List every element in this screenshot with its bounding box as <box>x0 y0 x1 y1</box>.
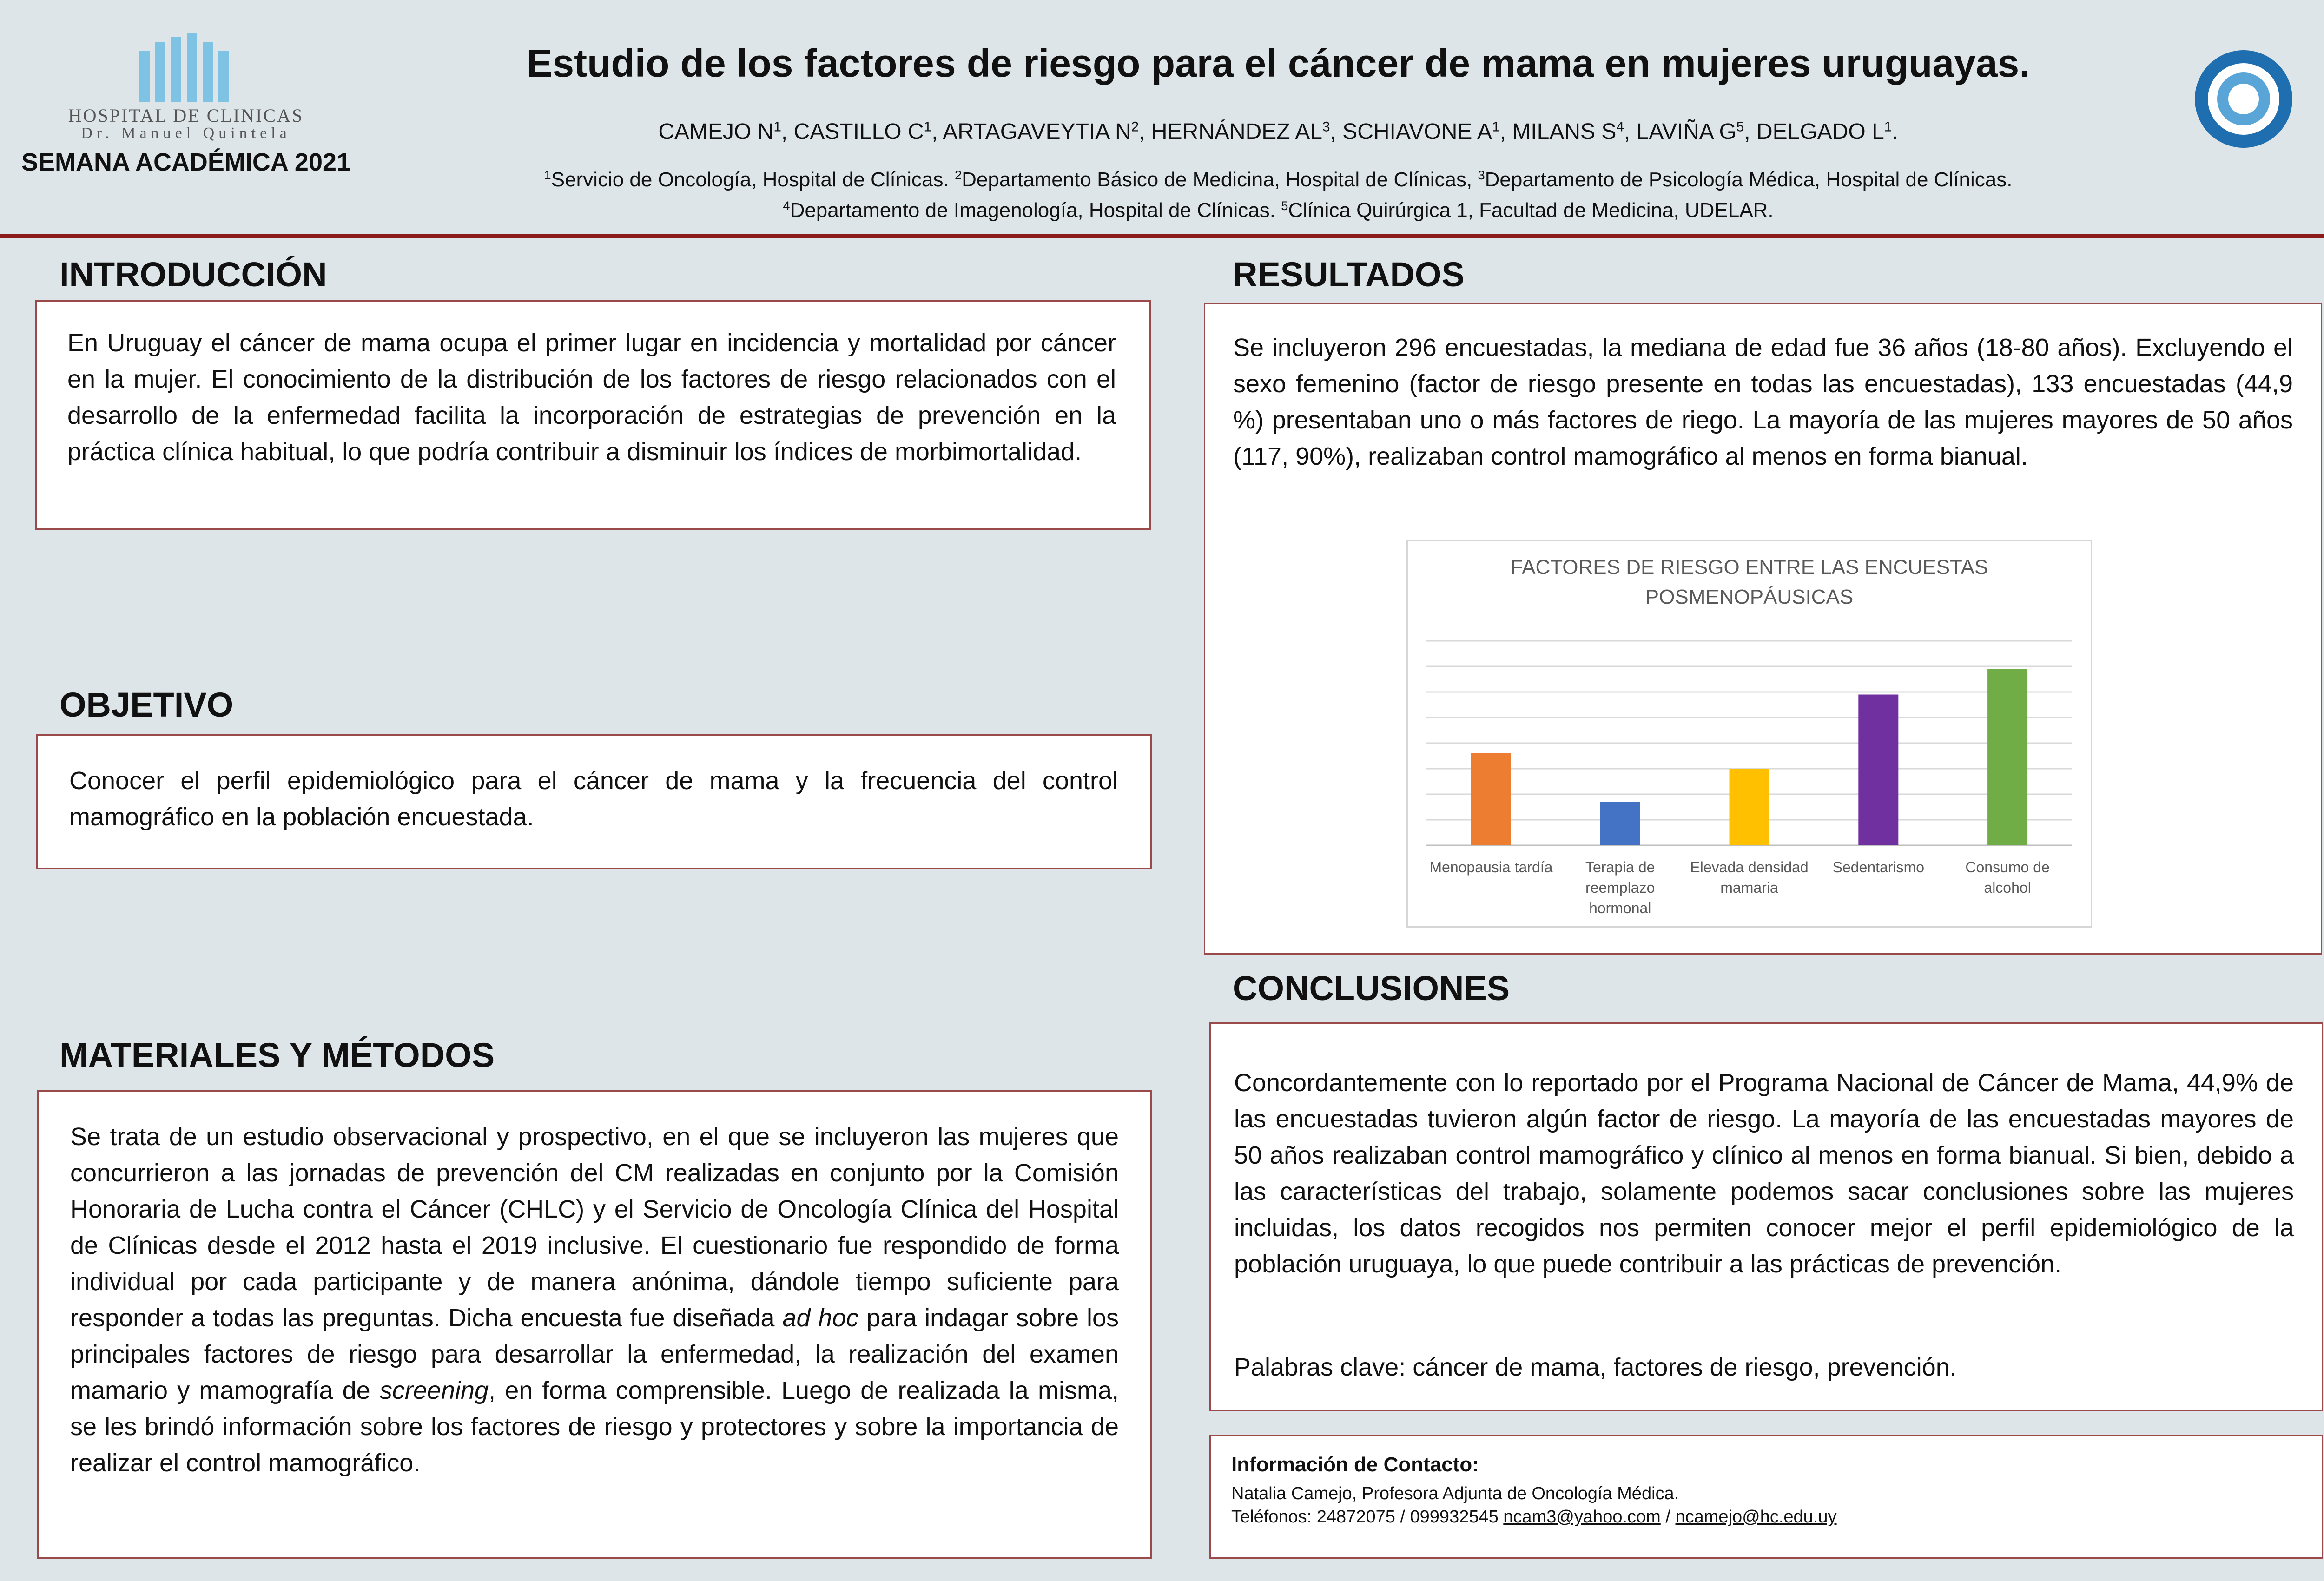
chart-bar <box>1987 669 2027 846</box>
chart-bar <box>1600 802 1640 846</box>
author-affiliation-sup: 5 <box>1736 119 1744 135</box>
chart-bar <box>1471 753 1511 845</box>
section-heading-introduccion: INTRODUCCIÓN <box>59 255 327 294</box>
materiales-text: Se trata de un estudio observacional y prospectivo, en el que se incluyeron las mujeres que concurrieron a las jornadas de prevención del CM realizadas en conjunto por la Comisión Honoraria de Lucha contra el Cáncer (CHLC) y el Servicio de Oncología Clínica del Hospital de Clínicas desde el 2012 hasta el 2019 inclusive. El cuestionario fue respondido de forma individual por cada participante y de manera anónima, dándole tiempo suficiente para responder a todas las preguntas. Dicha encuesta fue diseñada ad hoc para indagar sobre los principales factores de riesgo para desarrollar la enfermedad, la realización del examen mamario y mamografía de screening, en forma comprensible. Luego de realizada la misma, se les brindó información sobre los factores de riesgo y protectores y sobre la importancia de realizar el control mamográfico. <box>70 1123 1119 1477</box>
hospital-logo <box>65 33 307 144</box>
author-name: DELGADO L <box>1756 119 1884 144</box>
conclusiones-box <box>1209 1022 2323 1411</box>
resultados-text: Se incluyeron 296 encuestadas, la mediana de edad fue 36 años (18-80 años). Excluyendo el sexo femenino (factor de riesgo presente en todas las encuestadas), 133 encuestadas (44,9 %) presentaban uno o más factores de riego. La mayoría de las mujeres mayores de 50 años (117, 90%), realizaban control mamográfico al menos en forma bianual. <box>1233 334 2293 470</box>
hospital-name: HOSPITAL DE CLINICAS <box>68 105 304 126</box>
affiliation-text: Departamento de Psicología Médica, Hospital de Clínicas. <box>1485 168 2013 191</box>
chart-category-label: Terapia de <box>1585 859 1655 876</box>
chart-title-line: FACTORES DE RIESGO ENTRE LAS ENCUESTAS <box>1510 556 1988 579</box>
chart-category-label: hormonal <box>1589 900 1651 916</box>
author-name: SCHIAVONE A <box>1342 119 1492 144</box>
author-name: ARTAGAVEYTIA N <box>943 119 1131 144</box>
contact-name: Natalia Camejo, Profesora Adjunta de Oncología Médica. <box>1231 1484 1679 1503</box>
hospital-logo-bars-icon <box>139 33 232 102</box>
chart-category-label: Elevada densidad <box>1690 859 1809 876</box>
affiliation-sup: 3 <box>1478 168 1485 182</box>
chart-category-label: Sedentarismo <box>1832 859 1925 876</box>
author-affiliation-sup: 2 <box>1131 119 1139 135</box>
author-name: HERNÁNDEZ AL <box>1151 119 1322 144</box>
author-affiliation-sup: 1 <box>1884 119 1892 135</box>
oncology-seal-logo <box>2195 50 2292 148</box>
contact-phones: Teléfonos: 24872075 / 099932545 ncam3@yahoo.com / ncamejo@hc.edu.uy <box>1231 1507 1837 1527</box>
affiliation-sup: 1 <box>544 168 551 182</box>
keywords-text: Palabras clave: cáncer de mama, factores de riesgo, prevención. <box>1234 1353 1957 1381</box>
conclusiones-text: Concordantemente con lo reportado por el Programa Nacional de Cáncer de Mama, 44,9% de las encuestadas tuvieron algún factor de riesgo. La mayoría de las encuestadas mayores de 50 años realizaban control mamográfico y clínico al menos en forma bianual. Si bien, debido a las características del trabajo, solamente podemos sacar conclusiones sobre las mujeres incluidas, los datos recogidos nos permiten conocer mejor el perfil epidemiológico de la población uruguaya, lo que puede contribuir a las prácticas de prevención. <box>1234 1069 2294 1278</box>
chart-bar <box>1730 769 1769 845</box>
author-name: CAMEJO N <box>658 119 774 144</box>
section-heading-objetivo: OBJETIVO <box>59 685 234 724</box>
author-affiliation-sup: 4 <box>1616 119 1624 135</box>
contact-email-link-2[interactable]: ncamejo@hc.edu.uy <box>1675 1507 1837 1527</box>
affiliations-line-2 <box>372 199 2185 222</box>
chart-category-label: Consumo de <box>1965 859 2050 876</box>
affiliation-sup: 5 <box>1281 198 1288 213</box>
author-affiliation-sup: 3 <box>1322 119 1330 135</box>
affiliation-text: Departamento de Imagenología, Hospital de Clínicas. <box>790 199 1275 222</box>
chart-category-label: Menopausia tardía <box>1429 859 1553 876</box>
author-name: LAVIÑA G <box>1636 119 1736 144</box>
affiliations-line-1 <box>372 168 2185 191</box>
risk-factors-chart <box>1406 540 2092 928</box>
affiliation-text: Servicio de Oncología, Hospital de Clínicas. <box>551 168 949 191</box>
introduccion-text: En Uruguay el cáncer de mama ocupa el primer lugar en incidencia y mortalidad por cáncer en la mujer. El conocimiento de la distribución de los factores de riesgo relacionados con el desarrollo de la enfermedad facilita la incorporación de estrategias de prevención en la práctica clínica habitual, lo que podría contribuir a disminuir los índices de morbimortalidad. <box>67 329 1116 466</box>
chart-bar <box>1858 695 1898 846</box>
author-name: CASTILLO C <box>793 119 924 144</box>
affiliation-sup: 4 <box>783 198 790 213</box>
contact-email-link-1[interactable]: ncam3@yahoo.com <box>1503 1507 1661 1527</box>
header-divider <box>0 234 2324 238</box>
author-list: CAMEJO $N^1$, CASTILLO $C^1$, ARTAGAVEYTIA $N^2$, HERNÁNDEZ $AL^3$, SCHIAVONE $A^1$, MILANS $S^4$, LAVIÑA $G^5$, DELGADO $L^1$. <box>658 119 1898 144</box>
risk-factors-chart-svg <box>1408 541 2091 926</box>
chart-category-label: mamaria <box>1720 879 1778 896</box>
affiliation-text: Departamento Básico de Medicina, Hospital de Clínicas, <box>962 168 1472 191</box>
materiales-box <box>37 1090 1152 1559</box>
chart-category-label: alcohol <box>1984 879 2031 896</box>
contact-box <box>1209 1435 2323 1559</box>
author-affiliation-sup: 1 <box>773 119 781 135</box>
introduccion-box <box>35 300 1151 530</box>
affiliation-text: Clínica Quirúrgica 1, Facultad de Medicina, UDELAR. <box>1288 199 1774 222</box>
event-name: SEMANA ACADÉMICA 2021 <box>21 148 351 176</box>
chart-category-label: reemplazo <box>1585 879 1655 896</box>
hospital-subtitle: Dr. Manuel Quintela <box>81 125 291 142</box>
affiliation-sup: 2 <box>954 168 962 182</box>
poster-title: Estudio de los factores de riesgo para el cáncer de mama en mujeres uruguayas. <box>526 41 2030 85</box>
contact-title: Información de Contacto: <box>1231 1453 1479 1476</box>
section-heading-resultados: RESULTADOS <box>1233 255 1465 294</box>
section-heading-conclusiones: CONCLUSIONES <box>1233 969 1510 1008</box>
chart-title-line: POSMENOPÁUSICAS <box>1645 586 1854 608</box>
section-heading-materiales: MATERIALES Y MÉTODOS <box>59 1036 495 1074</box>
author-affiliation-sup: 1 <box>924 119 932 135</box>
objetivo-text: Conocer el perfil epidemiológico para el cáncer de mama y la frecuencia del control mamográfico en la población encuestada. <box>69 767 1118 831</box>
objetivo-box <box>36 734 1152 869</box>
author-affiliation-sup: 1 <box>1492 119 1500 135</box>
author-name: MILANS S <box>1512 119 1617 144</box>
